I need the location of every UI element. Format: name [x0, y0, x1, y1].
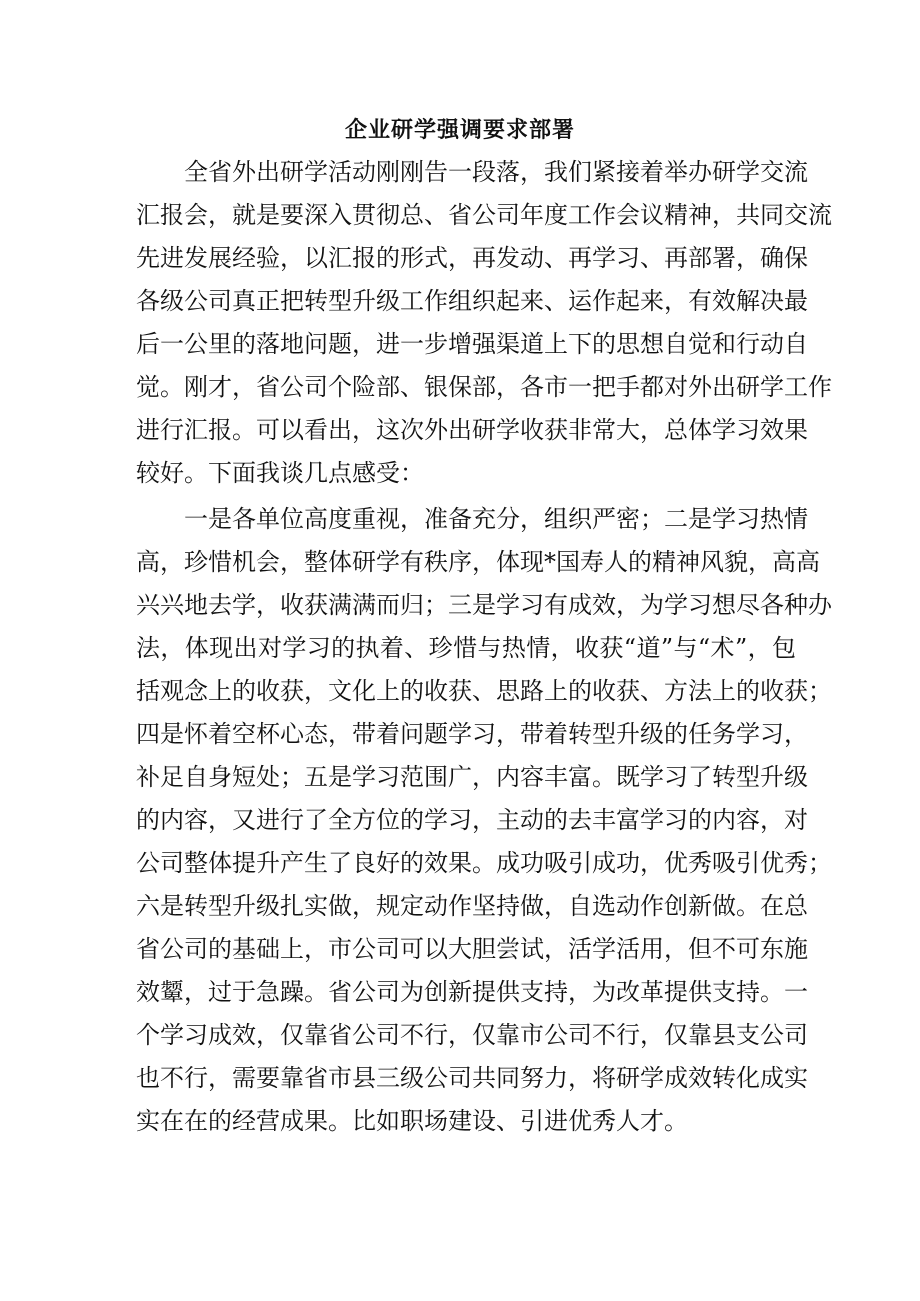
paragraph-2-line: 法，体现出对学习的执着、珍惜与热情，收获“道”与“术”，包	[136, 634, 796, 662]
paragraph-2-line: 效颦，过于急躁。省公司为创新提供支持，为改革提供支持。一	[136, 978, 808, 1006]
paragraph-2-line: 也不行，需要靠省市县三级公司共同努力，将研学成效转化成实	[136, 1064, 808, 1092]
paragraph-1-line: 后一公里的落地问题，进一步增强渠道上下的思想自觉和行动自	[136, 330, 808, 358]
paragraph-1-line: 较好。下面我谈几点感受：	[136, 459, 424, 487]
paragraph-2-line: 六是转型升级扎实做，规定动作坚持做，自选动作创新做。在总	[136, 892, 808, 920]
paragraph-2-line: 补足自身短处；五是学习范围广，内容丰富。既学习了转型升级	[136, 763, 808, 791]
paragraph-1-line: 进行汇报。可以看出，这次外出研学收获非常大，总体学习效果	[136, 416, 808, 444]
paragraph-2-line: 一是各单位高度重视，准备充分，组织严密；二是学习热情	[184, 505, 808, 533]
paragraph-2-line: 兴兴地去学，收获满满而归；三是学习有成效，为学习想尽各种办	[136, 591, 832, 619]
paragraph-2-line: 个学习成效，仅靠省公司不行，仅靠市公司不行，仅靠县支公司	[136, 1021, 808, 1049]
paragraph-2-line: 括观念上的收获，文化上的收获、思路上的收获、方法上的收获；	[136, 677, 832, 705]
paragraph-2-line: 省公司的基础上，市公司可以大胆尝试，活学活用，但不可东施	[136, 935, 808, 963]
paragraph-1-line: 觉。刚才，省公司个险部、银保部，各市一把手都对外出研学工作	[136, 373, 832, 401]
paragraph-1-line: 各级公司真正把转型升级工作组织起来、运作起来，有效解决最	[136, 287, 808, 315]
paragraph-1-line: 汇报会，就是要深入贯彻总、省公司年度工作会议精神，共同交流	[136, 201, 832, 229]
paragraph-2-line: 实在在的经营成果。比如职场建设、引进优秀人才。	[136, 1107, 688, 1135]
document-title: 企业研学强调要求部署	[344, 117, 575, 143]
paragraph-2-line: 高，珍惜机会，整体研学有秩序，体现*国寿人的精神风貌，高高	[136, 548, 820, 576]
paragraph-2-line: 四是怀着空杯心态，带着问题学习，带着转型升级的任务学习，	[136, 720, 808, 748]
paragraph-2-line: 公司整体提升产生了良好的效果。成功吸引成功，优秀吸引优秀；	[136, 849, 832, 877]
paragraph-2-line: 的内容，又进行了全方位的学习，主动的去丰富学习的内容，对	[136, 806, 808, 834]
paragraph-1-line: 全省外出研学活动刚刚告一段落，我们紧接着举办研学交流	[184, 158, 808, 186]
paragraph-1-line: 先进发展经验，以汇报的形式，再发动、再学习、再部署，确保	[136, 244, 808, 272]
